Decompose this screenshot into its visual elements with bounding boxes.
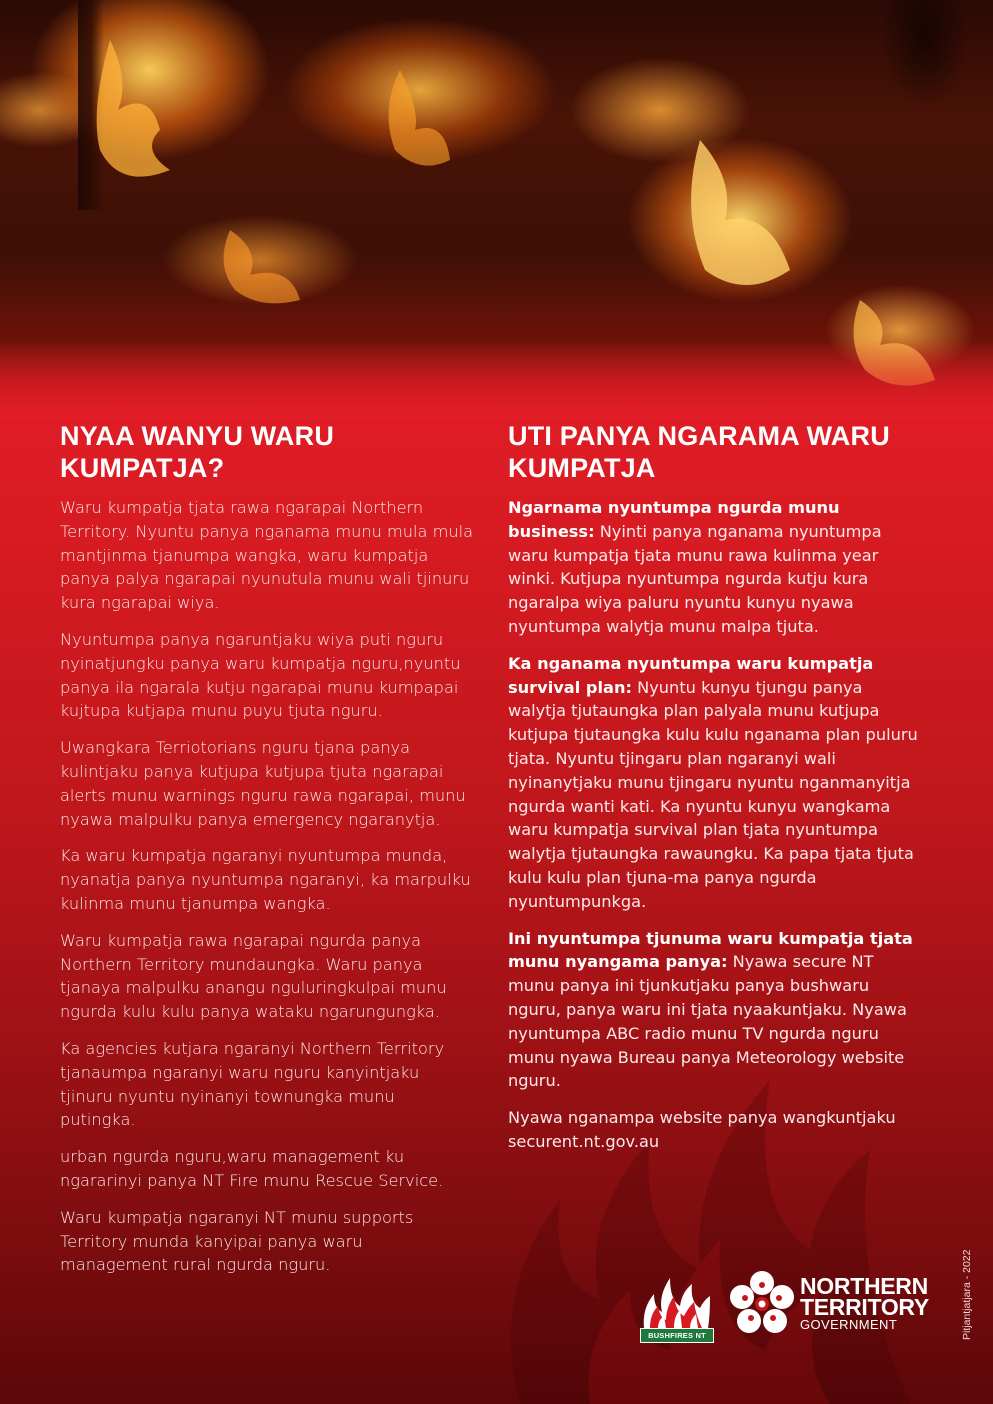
- right-section-lead: Ngarnama nyuntumpa ngurda munu business:: [508, 498, 840, 541]
- right-section-body: Nyinti panya nganama nyuntumpa waru kumpatja tjata munu rawa kulinma year winki. Kutjupa nyuntumpa ngurda kutju kura ngaralpa wiya paluru nyuntu kunyu nyawa nyuntumpa walytja munu malpa tjuta.: [508, 521, 882, 636]
- nt-wordmark-line2: TERRITORY: [800, 1294, 929, 1320]
- right-section-body: Nyuntu kunyu tjungu panya walytja tjutaungka plan palyala munu kutjupa kutjupa tjutaungka kulu kulu nganama plan puluru tjata. Nyuntu tjingaru plan ngaranyi wali nyinanytjaku munu tjingaru nyuntu nganmanyitja ngurda wanti kati. Ka nyuntu kunyu wangkama waru kumpatja survival plan tjata nyuntumpa walytja tjutaungka rawaungku. Ka papa tjata tjuta kulu kulu plan tjuna-ma panya ngurda nyuntumpunkga.: [508, 677, 918, 911]
- right-section: [508, 496, 923, 639]
- left-paragraph: urban ngurda nguru,waru management ku ngararinyi panya NT Fire munu Rescue Service.: [60, 1147, 444, 1190]
- website-link[interactable]: securent.nt.gov.au: [508, 1131, 660, 1151]
- hero-fade: [0, 340, 993, 420]
- right-section: [508, 652, 923, 914]
- bushfires-nt-label: BUSHFIRES NT: [640, 1328, 714, 1343]
- nt-wordmark-line3: GOVERNMENT: [800, 1317, 898, 1332]
- closing-line: Nyawa nganampa website panya wangkuntjaku: [508, 1108, 896, 1128]
- left-paragraph: Waru kumpatja tjata rawa ngarapai Northern Territory. Nyuntu panya nganama munu mula mula mantjinma tjanumpa wangka, waru kumpatja panya palya ngarapai nyunutula munu wali tjinuru kura ngarapai wiya.: [60, 498, 474, 613]
- left-paragraph: Waru kumpatja rawa ngarapai ngurda panya Northern Territory mundaungka. Waru panya tjanaya malpulku anangu nguluringkulpai munu ngurda kulu kulu panya wataku ngarungungka.: [60, 930, 447, 1022]
- right-section-lead: Ka nganama nyuntumpa waru kumpatja survival plan:: [508, 653, 874, 697]
- left-paragraph: Uwangkara Terriotorians nguru tjana panya kulintjaku panya kutjupa kutjupa tjuta ngarapai alerts munu warnings nguru rawa ngarapai, munu nyawa malpulku panya emergency ngaranytja.: [60, 738, 466, 829]
- right-section-body: Nyawa secure NT munu panya ini tjunkutjaku panya bushwaru nguru, panya waru ini tjata nyaakuntjaku. Nyawa nyuntumpa ABC radio munu TV ngurda nguru munu nyawa Bureau panya Meteorology website nguru.: [508, 952, 907, 1091]
- nt-government-wordmark: [800, 1273, 940, 1332]
- left-column: [60, 420, 475, 1290]
- right-section-lead: Ini nyuntumpa tjunuma waru kumpatja tjata munu nyangama panya:: [508, 928, 913, 972]
- left-paragraph: Ka agencies kutjara ngaranyi Northern Territory tjanaumpa ngaranyi waru nguru kanyintjaku tjinuru nyuntu nyinanyi townungka munu putingka.: [60, 1038, 445, 1130]
- nt-wordmark-line1: NORTHERN: [800, 1273, 928, 1299]
- hero-fire-photo: [0, 0, 993, 420]
- nt-government-emblem-icon: [728, 1270, 796, 1338]
- right-heading: UTI PANYA NGARAMA WARU KUMPATJA: [508, 421, 890, 483]
- left-paragraph: Nyuntumpa panya ngaruntjaku wiya puti nguru nyinatjungku panya waru kumpatja nguru,nyuntu panya ila ngarala kutju ngarapai munu kumpapai kujtupa kutjapa munu puyu tjuta nguru.: [60, 629, 461, 721]
- footer-logos: [640, 1268, 930, 1348]
- language-year-note: Pitjantjatjara - 2022: [961, 1249, 973, 1340]
- left-paragraph: Ka waru kumpatja ngaranyi nyuntumpa munda, nyanatja panya nyuntumpa ngaranyi, ka marpulku kulinma munu tjanumpa wangka.: [60, 846, 471, 913]
- left-heading: NYAA WANYU WARU KUMPATJA?: [60, 421, 335, 483]
- right-column: [508, 420, 923, 1167]
- left-paragraph: Waru kumpatja ngaranyi NT munu supports Territory munda kanyipai panya waru management rural ngurda nguru.: [60, 1207, 414, 1275]
- closing-text: [508, 1106, 923, 1154]
- right-section: [508, 927, 923, 1094]
